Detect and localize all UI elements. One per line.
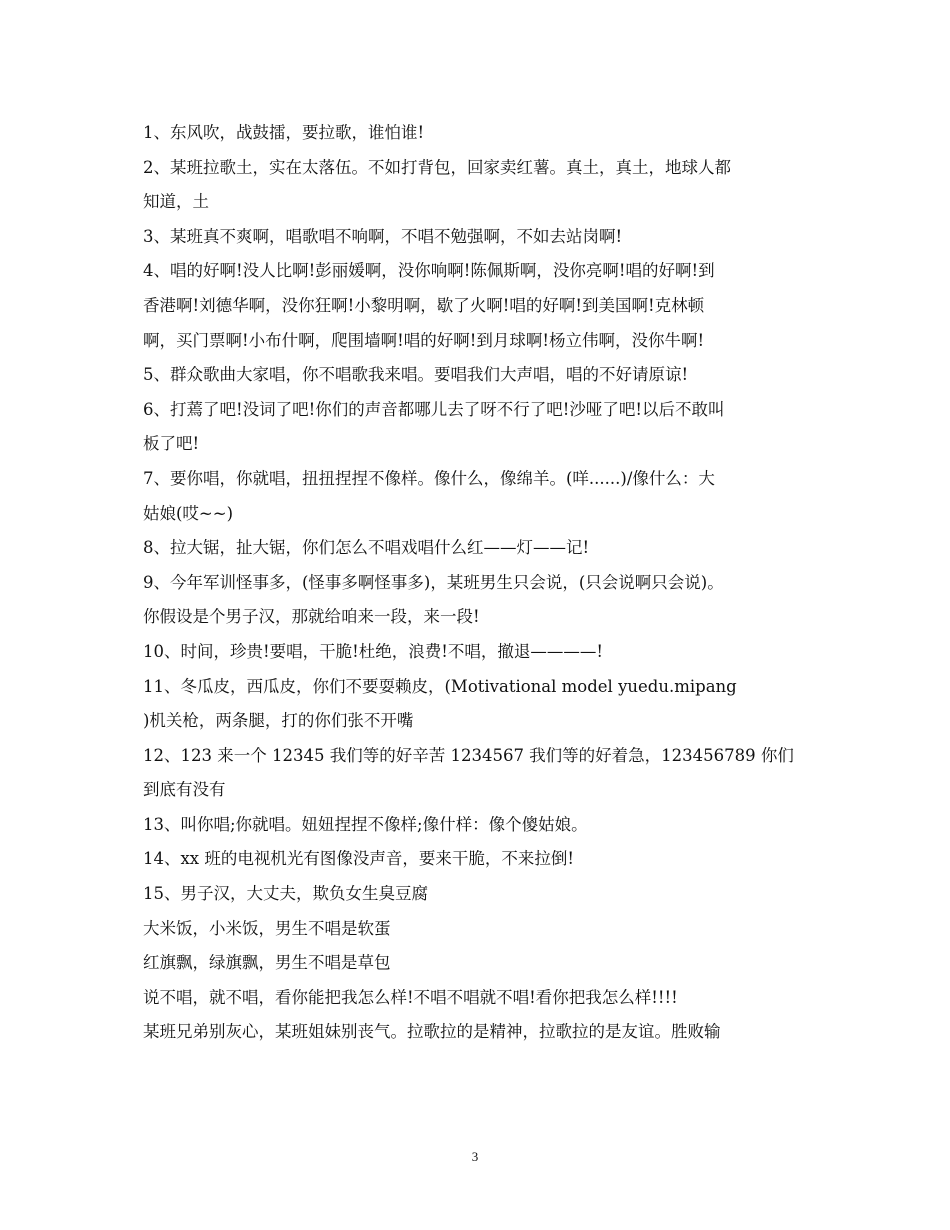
text-line: 姑娘(哎~~) [143,503,234,523]
text-line: 到底有没有 [143,780,226,800]
body-text [143,116,808,1050]
text-line: 说不唱，就不唱，看你能把我怎么样!不唱不唱就不唱!看你把我怎么样!!!! [143,987,678,1007]
text-line: 11、冬瓜皮，西瓜皮，你们不要耍赖皮，(Motivational model yuedu.mipang [143,676,737,696]
text-line: 你假设是个男子汉，那就给咱来一段，来一段! [143,607,480,627]
text-line: 板了吧! [143,434,200,454]
page-number: 3 [471,1149,479,1164]
text-line: 1、东风吹，战鼓擂，要拉歌，谁怕谁! [143,123,425,142]
text-line: 8、拉大锯，扯大锯，你们怎么不唱戏唱什么红——灯——记! [143,538,590,558]
text-line: 13、叫你唱;你就唱。妞妞捏捏不像样;像什样：像个傻姑娘。 [143,814,588,834]
text-line: 大米饭，小米饭，男生不唱是软蛋 [143,918,391,938]
text-line: 某班兄弟别灰心，某班姐妹别丧气。拉歌拉的是精神，拉歌拉的是友谊。胜败输 [143,1022,721,1042]
text-line: 10、时间，珍贵!要唱，干脆!杜绝，浪费!不唱，撤退————! [143,641,604,661]
text-line: 知道，土 [143,192,209,212]
text-line: 啊，买门票啊!小布什啊，爬围墙啊!唱的好啊!到月球啊!杨立伟啊，没你牛啊! [143,330,705,350]
text-line: 2、某班拉歌土，实在太落伍。不如打背包，回家卖红薯。真土，真土，地球人都 [143,157,731,177]
text-line: 香港啊!刘德华啊，没你狂啊!小黎明啊，歇了火啊!唱的好啊!到美国啊!克林顿 [143,295,705,315]
text-line: 5、群众歌曲大家唱，你不唱歌我来唱。要唱我们大声唱，唱的不好请原谅! [143,365,689,385]
text-line: 14、xx 班的电视机光有图像没声音，要来干脆，不来拉倒! [143,849,574,869]
text-line: 3、某班真不爽啊，唱歌唱不响啊，不唱不勉强啊，不如去站岗啊! [143,226,623,246]
text-line: )机关枪，两条腿，打的你们张不开嘴 [143,711,414,731]
text-line: 7、要你唱，你就唱，扭扭捏捏不像样。像什么，像绵羊。(咩......)/像什么：大 [143,468,715,488]
text-line: 红旗飘，绿旗飘，男生不唱是草包 [143,953,391,973]
text-line: 15、男子汉，大丈夫，欺负女生臭豆腐 [143,884,428,904]
text-line: 12、123 来一个 12345 我们等的好辛苦 1234567 我们等的好着急，123456789 你们 [143,745,794,765]
text-line: 6、打蔫了吧!没词了吧!你们的声音都哪儿去了呀不行了吧!沙哑了吧!以后不敢叫 [143,399,725,419]
text-line: 4、唱的好啊!没人比啊!彭丽媛啊，没你响啊!陈佩斯啊，没你亮啊!唱的好啊!到 [143,261,715,281]
text-line: 9、今年军训怪事多，(怪事多啊怪事多)，某班男生只会说，(只会说啊只会说)。 [143,572,724,592]
